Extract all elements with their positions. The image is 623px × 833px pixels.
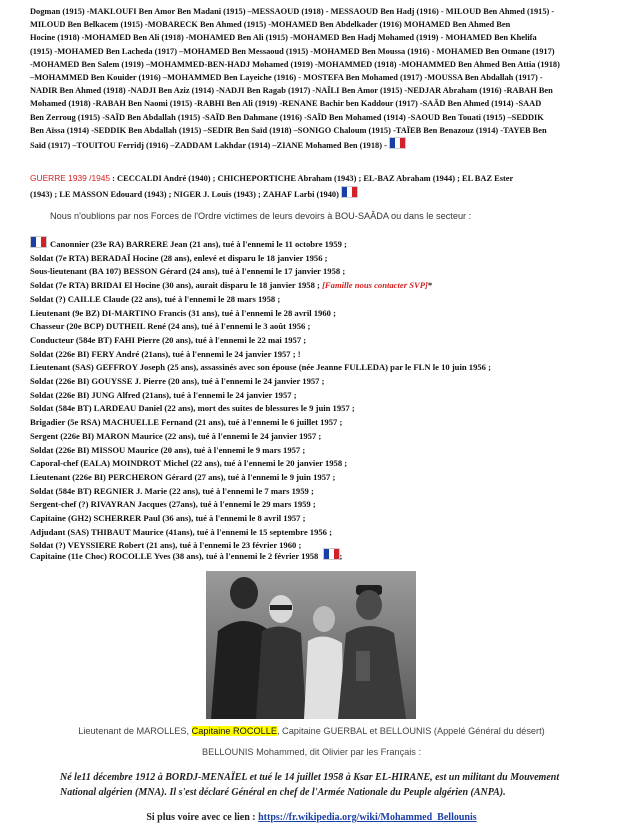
caption-highlight: Capitaine ROCOLLE	[191, 726, 277, 736]
soldier-row: Soldat (7e RTA) BERADAÏ Hocine (28 ans), enlevé et disparu le 18 janvier 1956 ;	[30, 252, 328, 263]
rocolle-line	[30, 548, 342, 561]
photo-illustration	[206, 571, 416, 719]
rocolle-text: Capitaine (11e Choc) ROCOLLE Yves (38 ans), tué à l'ennemi le 2 février 1958	[30, 551, 319, 561]
soldier-row: Sergent-chef (?) RIVAYRAN Jacques (27ans), tué à l'ennemi le 29 mars 1959 ;	[30, 499, 316, 510]
soldier-row: Adjudant (SAS) THIBAUT Maurice (41ans), tué à l'ennemi le 15 septembre 1956 ;	[30, 526, 332, 537]
soldier-row: Soldat (226e BI) FERY André (21ans), tué à l'ennemi le 24 janvier 1957 ; !	[30, 348, 301, 359]
soldier-row: Soldat (584e BT) LARDEAU Daniel (22 ans), mort des suites de blessures le 9 juin 1957 ;	[30, 403, 355, 414]
french-flag-icon	[389, 137, 406, 149]
soldier-row: Sergent (226e BI) MARON Maurice (22 ans), tué à l'ennemi le 24 janvier 1957 ;	[30, 430, 322, 441]
names-line: Mohamed (1918) -RABAH Ben Naomi (1915) -RABHI Ben Ali (1919) -RENANE Bachir ben Kaddour (1917) -SAÂD Ben Ahmed (1914) -SAAD	[30, 99, 542, 109]
bellounis-title: BELLOUNIS Mohammed, dit Olivier par les Français :	[201, 747, 422, 757]
names-line: NADIR Ben Ahmed (1918) -NADJI Ben Aziz (1914) -NADJI Ben Ragab (1917) -NAÏLI Ben Amor (1915) -NEDJAR Abraham (1916) -RABAH Ben	[30, 86, 553, 96]
names-line: Ben Aïssa (1914) -SEDDIK Ben Abdallah (1915) –SEDIR Ben Saïd (1918) –SONIGO Chaloum (1915) -TAÏEB Ben Benazouz (1914) -TAYEB Ben	[30, 125, 547, 135]
note-star: *	[427, 280, 433, 291]
ww2-names: : CECCALDI André (1940) ; CHICHEPORTICHE Abraham (1943) ; EL-BAZ Abraham (1944) ; EL BAZ Ester	[110, 174, 514, 183]
soldier-row: Capitaine (GH2) SCHERRER Paul (36 ans), tué à l'ennemi le 8 avril 1957 ;	[30, 513, 306, 524]
caption-before: Lieutenant de MAROLLES,	[78, 726, 192, 736]
names-line: -MOHAMED Ben Salem (1919) –MOHAMMED-BEN-HADJ Mohamed (1919) -MOHAMMED (1918) -MOHAMMED Ben Ahmed Ben Attia (1918)	[30, 59, 560, 69]
soldier-row: Sous-lieutenant (BA 107) BESSON Gérard (24 ans), tué à l'ennemi le 17 janvier 1958 ;	[30, 266, 346, 277]
names-list-ww1	[30, 5, 605, 152]
soldier-row: Soldat (?) CAILLE Claude (22 ans), tué à l'ennemi le 28 mars 1958 ;	[30, 293, 281, 304]
soldier-row: Lieutenant (SAS) GEFFROY Joseph (25 ans), assassinés avec son épouse (née Jeanne FULLEDA) par le FLN le 10 juin 1956 ;	[30, 362, 491, 373]
archive-photo	[206, 571, 416, 719]
ww2-line	[30, 172, 605, 186]
soldier-row: Caporal-chef (EALA) MOINDROT Michel (22 ans), tué à l'ennemi le 20 janvier 1958 ;	[30, 458, 348, 469]
names-line: Ben Zerroug (1915) -SAÏD Ben Abdallah (1915) -SAÏD Ben Dahmane (1916) -SAÏD Ben Mohamed (1914) -SAOUD Ben Touati (1915) –SEDDIK	[30, 112, 544, 122]
photo-caption	[0, 726, 623, 736]
names-line: Dogman (1915) -MAKLOUFI Ben Amor Ben Madani (1915) –MESSAOUD (1918) - MESSAOUD Ben Hadj (1916) - MILOUD Ben Ahmed (1915) -	[30, 7, 555, 16]
soldier-row: Soldat (584e BT) REGNIER J. Marie (22 ans), tué à l'ennemi le 7 mars 1959 ;	[30, 485, 314, 496]
french-flag-icon	[341, 186, 358, 198]
caption-after: , Capitaine GUERBAL et BELLOUNIS (Appelé Général du désert)	[276, 726, 545, 736]
names-line	[30, 137, 605, 152]
soldier-text: Canonnier (23e RA) BARRERE Jean (21 ans), tué à l'ennemi le 11 octobre 1959 ;	[50, 239, 347, 249]
ww2-line	[30, 186, 605, 202]
soldier-row: Brigadier (5e RSA) MACHUELLE Fernand (21 ans), tué à l'ennemi le 6 juillet 1957 ;	[30, 417, 343, 428]
link-label: Si plus voire avec ce lien :	[146, 812, 259, 823]
ww2-section	[30, 172, 605, 201]
names-line: MILOUD Ben Belkacem (1915) -MOBARECK Ben Ahmed (1915) -MOHAMED Ben Abdelkader (1916) MOHAMED Ben Ahmed Ben	[30, 20, 511, 30]
soldier-row: Chasseur (20e BCP) DUTHEIL René (24 ans), tué à l'ennemi le 3 août 1956 ;	[30, 321, 311, 332]
wikipedia-link[interactable]: https://fr.wikipedia.org/wiki/Mohammed_Bellounis	[258, 812, 477, 823]
soldier-row: Soldat (226e BI) JUNG Alfred (21ans), tué à l'ennemi le 24 janvier 1957 ;	[30, 389, 297, 400]
soldier-row: Lieutenant (9e BZ) DI-MARTINO Francis (31 ans), tué à l'ennemi le 28 avril 1960 ;	[30, 307, 336, 318]
ww2-names: (1943) ; LE MASSON Edouard (1943) ; NIGER J. Louis (1943) ; ZAHAF Larbi (1940)	[30, 189, 339, 199]
soldier-row: Soldat (226e BI) GOUYSSE J. Pierre (20 ans), tué à l'ennemi le 24 janvier 1957 ;	[30, 376, 325, 387]
names-line-text: Saïd (1917) –TOUITOU Ferridj (1916) –ZADDAM Lakhdar (1914) –ZIANE Mohamed Ben (1918) -	[30, 141, 387, 151]
names-line: (1915) -MOHAMED Ben Lacheda (1917) –MOHAMED Ben Messaoud (1915) -MOHAMED Ben Moussa (1916) - MOHAMED Ben Otmane (1917)	[30, 46, 555, 56]
names-line: –MOHAMMED Ben Kouider (1916) –MOHAMMED Ben Layeiche (1916) - MOSTEFA Ben Mohamed (1917) -MOUSSA Ben Abdallah (1917) -	[30, 73, 543, 83]
soldier-row	[30, 236, 610, 252]
soldier-row: Lieutenant (226e BI) PERCHERON Gérard (27 ans), tué à l'ennemi le 9 juin 1957 ;	[30, 471, 336, 482]
french-flag-icon	[30, 236, 47, 248]
soldier-row	[30, 279, 610, 293]
soldier-row: Soldat (?) VEYSSIERE Robert (21 ans), tué à l'ennemi le 23 février 1960 ;	[30, 540, 302, 551]
forces-intro: Nous n'oublions par nos Forces de l'Ordre victimes de leurs devoirs à BOU-SAÂDA ou dans le secteur :	[50, 211, 472, 221]
soldiers-list	[30, 236, 610, 553]
soldier-row: Conducteur (584e BT) FAHI Pierre (20 ans), tué à l'ennemi le 22 mai 1957 ;	[30, 334, 307, 345]
french-flag-icon	[323, 548, 340, 560]
more-info-line	[0, 812, 623, 823]
bellounis-bio: Né le11 décembre 1912 à BORDJ-MENAÏEL et tué le 14 juillet 1958 à Ksar EL-HIRANE, est un militant du Mouvement National algérien (MNA). Il s'est déclaré Général en chef de l'Armée Nationale du Peuple algérien (ANPA).	[60, 772, 560, 798]
semicolon: ;	[339, 551, 343, 561]
names-line: Hocine (1918) -MOHAMED Ben Ali (1918) -MOHAMED Ben Ali (1915) -MOHAMED Ben Hadj Mohamed (1919) - MOHAMED Ben Khelifa	[30, 33, 537, 43]
soldier-text: Soldat (7e RTA) BRIDAI El Hocine (30 ans), aurait disparu le 18 janvier 1958 ;	[30, 280, 320, 291]
ww2-label: GUERRE 1939 /1945	[30, 173, 111, 183]
soldier-row: Soldat (226e BI) MISSOU Maurice (20 ans), tué à l'ennemi le 9 mars 1957 ;	[30, 444, 306, 455]
contact-note: [Famille nous contacter SVP]	[322, 280, 428, 291]
